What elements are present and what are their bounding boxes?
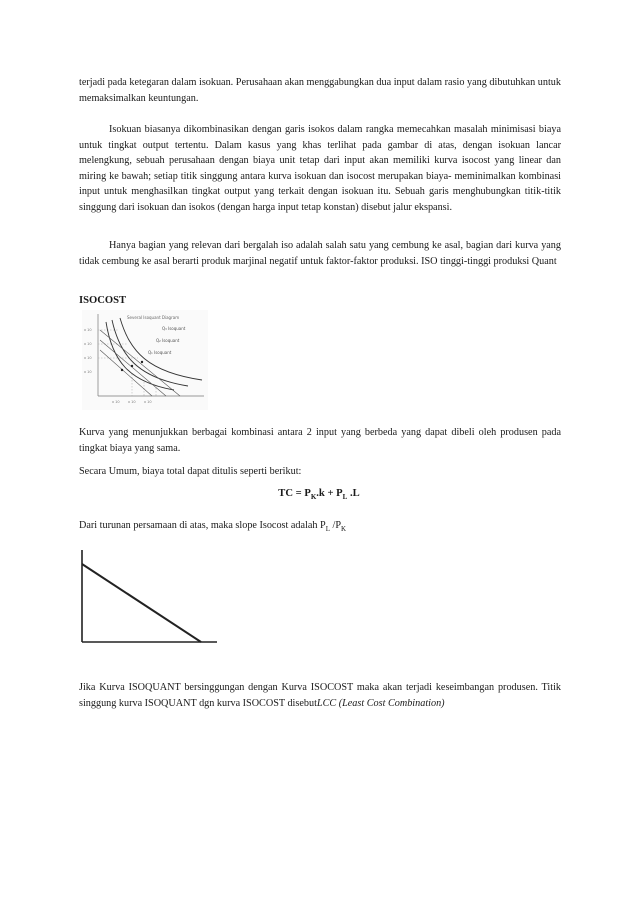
svg-text:x 10: x 10 <box>84 356 92 360</box>
svg-text:x 10: x 10 <box>84 342 92 346</box>
svg-text:x 10: x 10 <box>112 400 120 404</box>
paragraph-total-cost-intro: Secara Umum, biaya total dapat ditulis seperti berikut: <box>79 466 302 477</box>
paragraph-isocost-definition: Kurva yang menunjukkan berbagai kombinasi antara 2 input yang berbeda yang dapat dibeli oleh produsen pada tingkat biaya yang sama. <box>79 427 561 454</box>
figure-title: Several Isoquant Diagram <box>127 315 180 320</box>
paragraph-slope: Dari turunan persamaan di atas, maka slope Isocost adalah $P_L$ $/P_K$ <box>79 520 347 534</box>
isocost-line-figure <box>79 548 221 652</box>
curve-label-q3: Q₃ Isoquant <box>162 326 186 331</box>
paragraph-equilibrium: Jika Kurva ISOQUANT bersinggungan dengan Kurva ISOCOST maka akan terjadi keseimbangan produsen. Titik singgung kurva ISOQUANT dgn kurva ISOCOST disebutLCC (Least Cost Combination) <box>79 682 561 709</box>
svg-text:x 10: x 10 <box>128 400 136 404</box>
isoquant-diagram-figure <box>82 310 208 410</box>
paragraph-convex-part: Hanya bagian yang relevan dari bergalah iso adalah salah satu yang cembung ke asal, bagian dari kurva yang tidak cembung ke asal berarti produk marjinal negatif untuk faktor-faktor produksi. ISO tinggi-tinggi produksi Quant <box>79 240 561 267</box>
curve-label-q1: Q₁ Isoquant <box>148 350 172 355</box>
paragraph-isokuan-rasio: terjadi pada ketegaran dalam isokuan. Perusahaan akan menggabungkan dua input dalam rasio yang dibutuhkan untuk memaksimalkan keuntungan. <box>79 77 561 104</box>
svg-text:x 10: x 10 <box>84 328 92 332</box>
section-heading-isocost: ISOCOST <box>79 295 127 306</box>
isocost-line <box>82 564 201 642</box>
total-cost-formula: TC = $P_K.k + P_L$ .L <box>278 488 360 502</box>
svg-text:x 10: x 10 <box>144 400 152 404</box>
svg-text:x 10: x 10 <box>84 370 92 374</box>
curve-label-q2: Q₂ Isoquant <box>156 338 180 343</box>
paragraph-isokos-explanation: Isokuan biasanya dikombinasikan dengan garis isokos dalam rangka memecahkan masalah minimisasi biaya untuk tingkat output tertentu. Dalam kasus yang khas terlihat pada gambar di atas, dengan isokuan lancar melengkung, sebuah perusahaan dengan biaya unit tetap dari input akan memiliki kurva isocost yang linear dan miring ke bawah; setiap titik singgung antara kurva isokuan dan isocost merupakan biaya- meminimalkan kombinasi input untuk menghasilkan tingkat output yang terkait dengan isokuan itu. Sebuah garis menghubungkan titik-titik singgung dari isokuan dan isokos (dengan harga input tetap konstan) disebut jalur ekspansi. <box>79 124 561 213</box>
